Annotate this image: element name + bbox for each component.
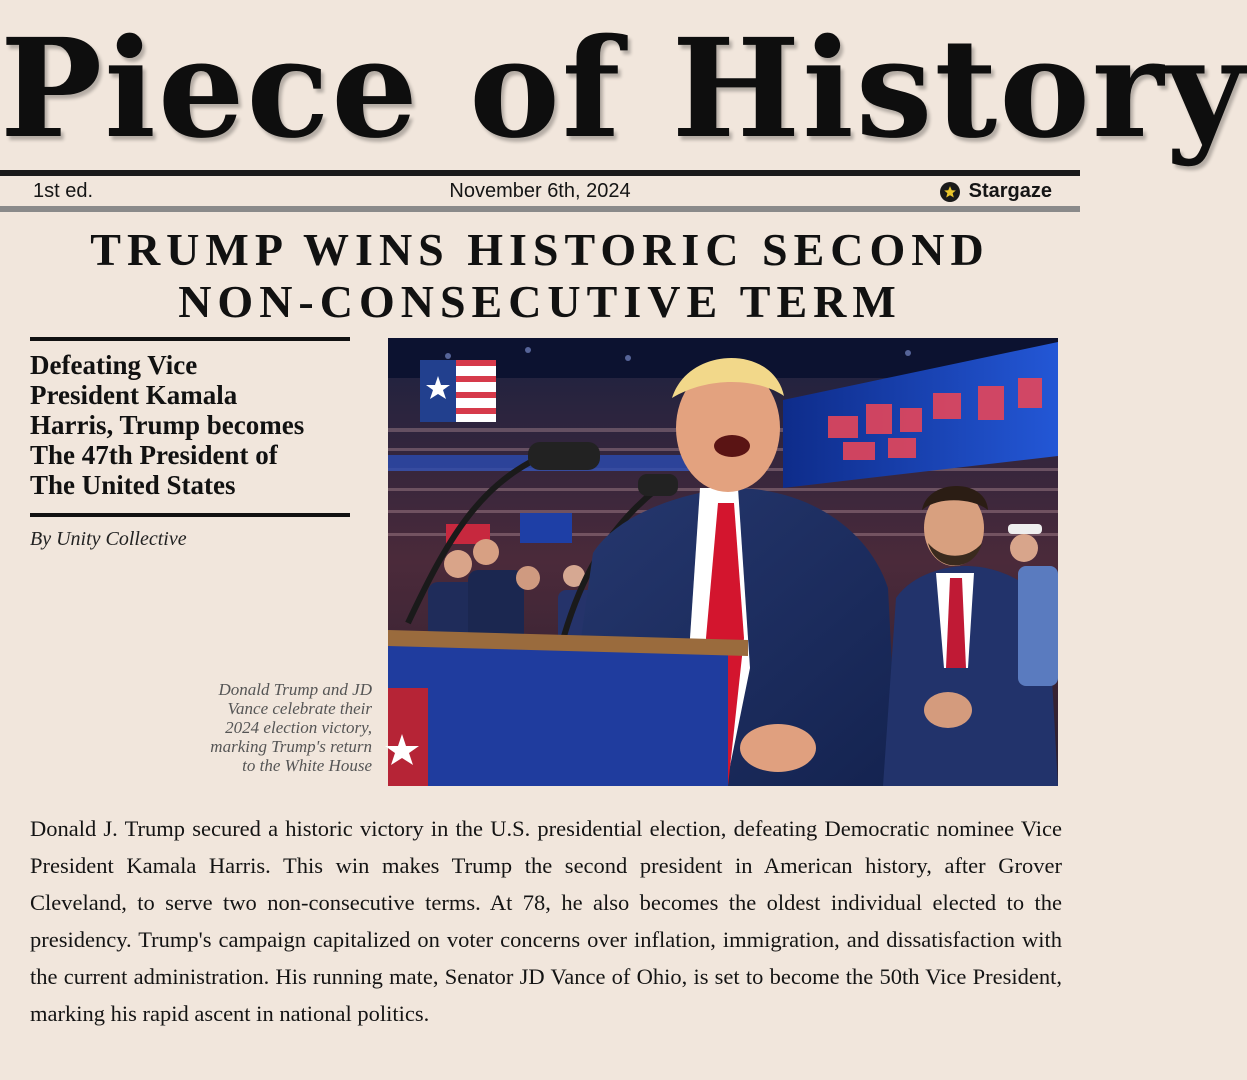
deck-rule-top [30, 337, 350, 341]
caption-line: Donald Trump and JD [218, 680, 372, 699]
caption-line: to the White House [242, 756, 372, 775]
caption-line: 2024 election victory, [225, 718, 372, 737]
deck-line: The 47th President of [30, 440, 278, 470]
brand [940, 180, 1052, 203]
brand-name: Stargaze [968, 180, 1052, 202]
deck-rule-bottom [30, 513, 350, 517]
deck-line: The United States [30, 470, 236, 500]
deck-subheadline [30, 350, 355, 500]
headline-line-1: TRUMP WINS HISTORIC SECOND [90, 224, 990, 275]
edition-strip [0, 176, 1080, 206]
caption-line: marking Trump's return [210, 737, 372, 756]
main-headline [0, 224, 1080, 328]
masthead-title: Piece of History [0, 9, 1247, 169]
star-badge-icon [940, 182, 960, 202]
article-body: Donald J. Trump secured a historic victory in the U.S. presidential election, defeating Democratic nominee Vice President Kamala Harris. This win makes Trump the second president in American history, after Grover Cleveland, to serve two non-consecutive terms. At 78, he also becomes the oldest individual elected to the presidency. Trump's campaign capitalized on voter concerns over inflation, immigration, and dissatisfaction with the current administration. His running mate, Senator JD Vance of Ohio, is set to become the 50th Vice President, marking his rapid ascent in national politics. [30, 816, 1062, 1026]
issue-date: November 6th, 2024 [449, 180, 631, 202]
masthead-rule-bottom [0, 206, 1080, 212]
lead-photo [388, 338, 1058, 786]
deck-line: President Kamala [30, 380, 238, 410]
edition-label: 1st ed. [33, 180, 94, 202]
deck-line: Defeating Vice [30, 350, 198, 380]
caption-line: Vance celebrate their [227, 699, 372, 718]
byline: By Unity Collective [30, 528, 187, 550]
deck-line: Harris, Trump becomes [30, 410, 305, 440]
photo-caption [150, 680, 372, 775]
headline-line-2: NON-CONSECUTIVE TERM [178, 276, 902, 327]
